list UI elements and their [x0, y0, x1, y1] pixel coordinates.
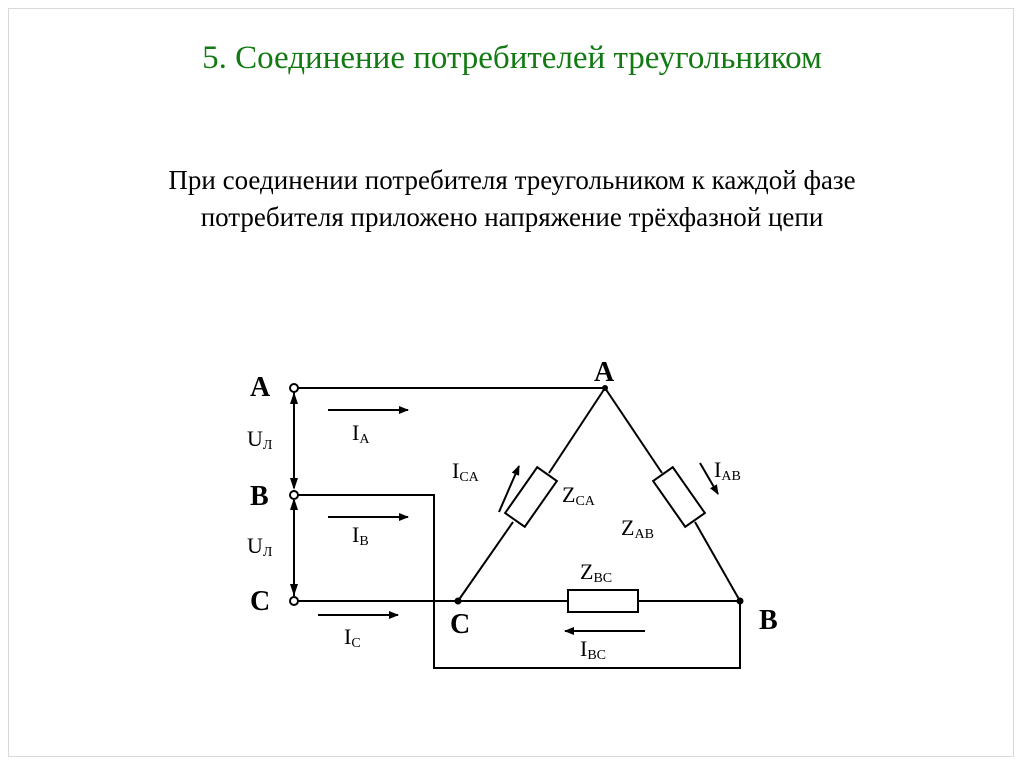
terminal-label-b: B — [250, 481, 269, 512]
terminal-label-a: A — [250, 372, 271, 403]
delta-side-ca-upper — [549, 388, 605, 473]
delta-side-ca-lower — [458, 522, 513, 601]
voltage-label-2: UЛ — [247, 533, 273, 560]
voltage-arrowhead-4 — [290, 584, 298, 596]
impedance-label-zca: ZCA — [562, 482, 595, 509]
junction-vertex-b — [737, 598, 744, 605]
terminal-label-c: C — [250, 586, 271, 617]
vertex-label-c: C — [450, 609, 471, 640]
delta-side-ab-upper — [605, 388, 662, 473]
terminal-b — [290, 491, 298, 499]
voltage-arrowhead-1 — [290, 392, 298, 404]
current-label-ibc: IBC — [580, 636, 607, 663]
slide-title: 5. Соединение потребителей треугольником — [202, 40, 822, 76]
resistor-zca — [505, 467, 557, 527]
current-label-ic: IC — [344, 624, 361, 651]
body-line-2: потребителя приложено напряжение трёхфазной цепи — [200, 202, 824, 232]
resistor-zbc — [568, 590, 638, 612]
resistor-zab — [653, 467, 705, 527]
vertex-label-a: A — [594, 357, 615, 388]
terminal-a — [290, 384, 298, 392]
body-line-1: При соединении потребителя треугольником к каждой фазе — [168, 165, 856, 195]
impedance-label-zab: ZAB — [621, 515, 654, 542]
junction-vertex-c — [455, 598, 462, 605]
voltage-arrowhead-2 — [290, 478, 298, 490]
terminal-c — [290, 597, 298, 605]
current-label-ica: ICA — [452, 458, 479, 485]
voltage-label-1: UЛ — [247, 426, 273, 453]
delta-side-ab-lower — [695, 522, 740, 601]
current-label-iab: IAB — [714, 457, 741, 484]
vertex-label-b: B — [759, 605, 778, 636]
current-label-ib: IB — [352, 522, 369, 549]
impedance-label-zbc: ZBC — [580, 559, 613, 586]
current-label-ia: IA — [352, 420, 370, 447]
